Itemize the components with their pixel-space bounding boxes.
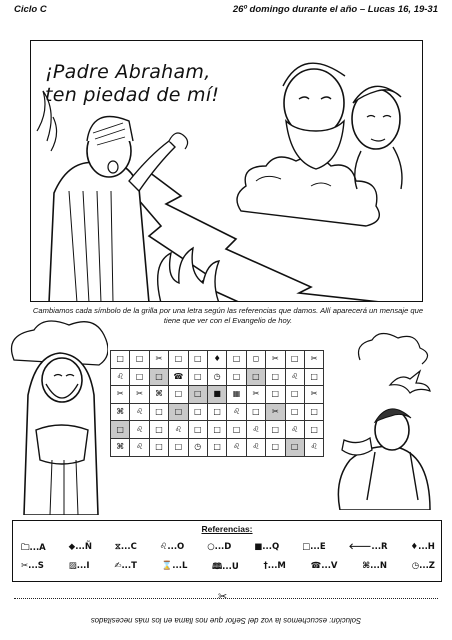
- grid-cell: □: [207, 421, 226, 439]
- grid-cell: □: [111, 421, 130, 439]
- grid-cell: ♌: [285, 421, 304, 439]
- rich-man-figure: [4, 320, 108, 515]
- cloud: [338, 447, 430, 511]
- grid-cell: ☎: [169, 368, 188, 386]
- grid-cell: ⌘: [111, 438, 130, 456]
- reference-item: ○...D: [207, 542, 232, 552]
- grid-cell: □: [130, 368, 149, 386]
- grid-cell: ✂: [304, 351, 323, 369]
- grid-cell: ▦: [227, 386, 246, 404]
- reference-item: ☎...V: [310, 561, 338, 571]
- cloud: [237, 157, 379, 226]
- reference-item: ⌘...N: [362, 561, 387, 571]
- grid-row: [111, 351, 324, 369]
- speech-line-2: ten piedad de mí!: [45, 84, 220, 106]
- grid-cell: □: [227, 368, 246, 386]
- flames: [158, 248, 219, 302]
- grid-cell: □: [285, 351, 304, 369]
- grid-cell: □: [130, 351, 149, 369]
- grid-cell: □: [169, 403, 188, 421]
- lazarus-figure: [320, 330, 448, 510]
- grid-cell: □: [207, 438, 226, 456]
- grid-cell: □: [266, 386, 285, 404]
- references-row-1: [21, 542, 435, 556]
- grid-cell: □: [227, 421, 246, 439]
- reference-item: ◷...Z: [411, 561, 435, 571]
- grid-cell: ♌: [304, 438, 323, 456]
- grid-row: [111, 403, 324, 421]
- reference-item: ✂...S: [21, 561, 44, 571]
- references-title: Referencias:: [201, 524, 253, 534]
- grid-row: [111, 438, 324, 456]
- grid-cell: □: [169, 438, 188, 456]
- grid-cell: ♌: [111, 368, 130, 386]
- reference-item: †...M: [263, 561, 286, 571]
- references-box: [12, 520, 442, 582]
- reference-item: ▨...I: [68, 561, 90, 571]
- grid-cell: □: [188, 351, 207, 369]
- crossed-arms: [36, 425, 88, 464]
- reference-item: ⌛...L: [161, 561, 188, 571]
- grid-row: [111, 368, 324, 386]
- grid-cell: □: [111, 351, 130, 369]
- grid-cell: □: [188, 386, 207, 404]
- grid-cell: □: [188, 421, 207, 439]
- grid-cell: □: [169, 386, 188, 404]
- grid-cell: □: [188, 368, 207, 386]
- grid-cell: ✂: [304, 386, 323, 404]
- cipher-grid: [110, 350, 324, 457]
- instructions: Cambiamos cada símbolo de la grilla por una letra según las referencias que damos. Allí aparecerá un mensaje que tiene que ver con el Evangelio de hoy.: [32, 306, 424, 325]
- grid-cell: □: [285, 403, 304, 421]
- grid-cell: □: [266, 438, 285, 456]
- grid-cell: ♦: [207, 351, 226, 369]
- grid-cell: □: [169, 351, 188, 369]
- grid-cell: ✂: [111, 386, 130, 404]
- grid-cell: ♌: [130, 421, 149, 439]
- reference-item: ⧖...C: [114, 542, 137, 552]
- reference-item: 🗀...A: [21, 543, 46, 553]
- dove: [390, 371, 430, 393]
- cycle-label: Ciclo C: [14, 4, 47, 15]
- grid-cell: ◷: [188, 438, 207, 456]
- scissors-icon: ✂: [218, 591, 228, 603]
- grid-cell: ◷: [207, 368, 226, 386]
- solution-text: Solución: escuchemos la voz del Señor que nos llama en los más necesitados: [90, 616, 362, 625]
- grid-cell: □: [304, 368, 323, 386]
- grid-cell: □: [246, 403, 265, 421]
- grid-cell: □: [149, 438, 168, 456]
- grid-cell: □: [227, 351, 246, 369]
- grid-cell: □: [266, 421, 285, 439]
- grid-cell: ⌘: [149, 386, 168, 404]
- grid-cell: ♌: [246, 438, 265, 456]
- reference-item: 🡐...R: [348, 542, 388, 552]
- grid-cell: ✂: [149, 351, 168, 369]
- grid-cell: □: [149, 403, 168, 421]
- grid-cell: ◻: [246, 351, 265, 369]
- gospel-reference: 26º domingo durante el año – Lucas 16, 19-31: [232, 4, 438, 15]
- grid-cell: ♌: [285, 368, 304, 386]
- grid-cell: □: [246, 368, 265, 386]
- grid-cell: □: [188, 403, 207, 421]
- grid-cell: ✂: [246, 386, 265, 404]
- grid-cell: ♌: [130, 403, 149, 421]
- grid-cell: ■: [207, 386, 226, 404]
- rich-man-arm: [129, 141, 175, 191]
- grid-cell: ♌: [246, 421, 265, 439]
- grid-cell: □: [304, 421, 323, 439]
- grid-cell: ♌: [227, 403, 246, 421]
- grid-cell: □: [285, 438, 304, 456]
- grid-cell: □: [304, 403, 323, 421]
- reference-item: ♦...H: [410, 542, 435, 552]
- speech-text: [45, 61, 219, 107]
- cloud: [359, 333, 428, 364]
- grid-cell: ♌: [227, 438, 246, 456]
- grid-cell: □: [207, 403, 226, 421]
- grid-cell: □: [149, 368, 168, 386]
- grid-cell: □: [285, 386, 304, 404]
- grid-cell: ⌘: [111, 403, 130, 421]
- reference-item: □...E: [302, 542, 326, 552]
- grid-cell: ✂: [266, 351, 285, 369]
- references-row-2: [21, 561, 435, 575]
- grid-row: [111, 421, 324, 439]
- grid-cell: □: [266, 368, 285, 386]
- grid-cell: □: [149, 421, 168, 439]
- grid-cell: ♌: [169, 421, 188, 439]
- grid-row: [111, 386, 324, 404]
- grid-cell: ✂: [130, 386, 149, 404]
- reference-item: ♌...O: [159, 542, 185, 552]
- reference-item: ■...Q: [254, 542, 280, 552]
- reference-item: ◆...Ñ: [68, 542, 93, 552]
- reference-item: 🕮...U: [212, 562, 239, 572]
- grid-cell: ✂: [266, 403, 285, 421]
- scene-panel: [30, 40, 423, 302]
- reference-item: ✍...T: [114, 561, 137, 571]
- grid-cell: ♌: [130, 438, 149, 456]
- speech-line-1: ¡Padre Abraham,: [45, 61, 211, 83]
